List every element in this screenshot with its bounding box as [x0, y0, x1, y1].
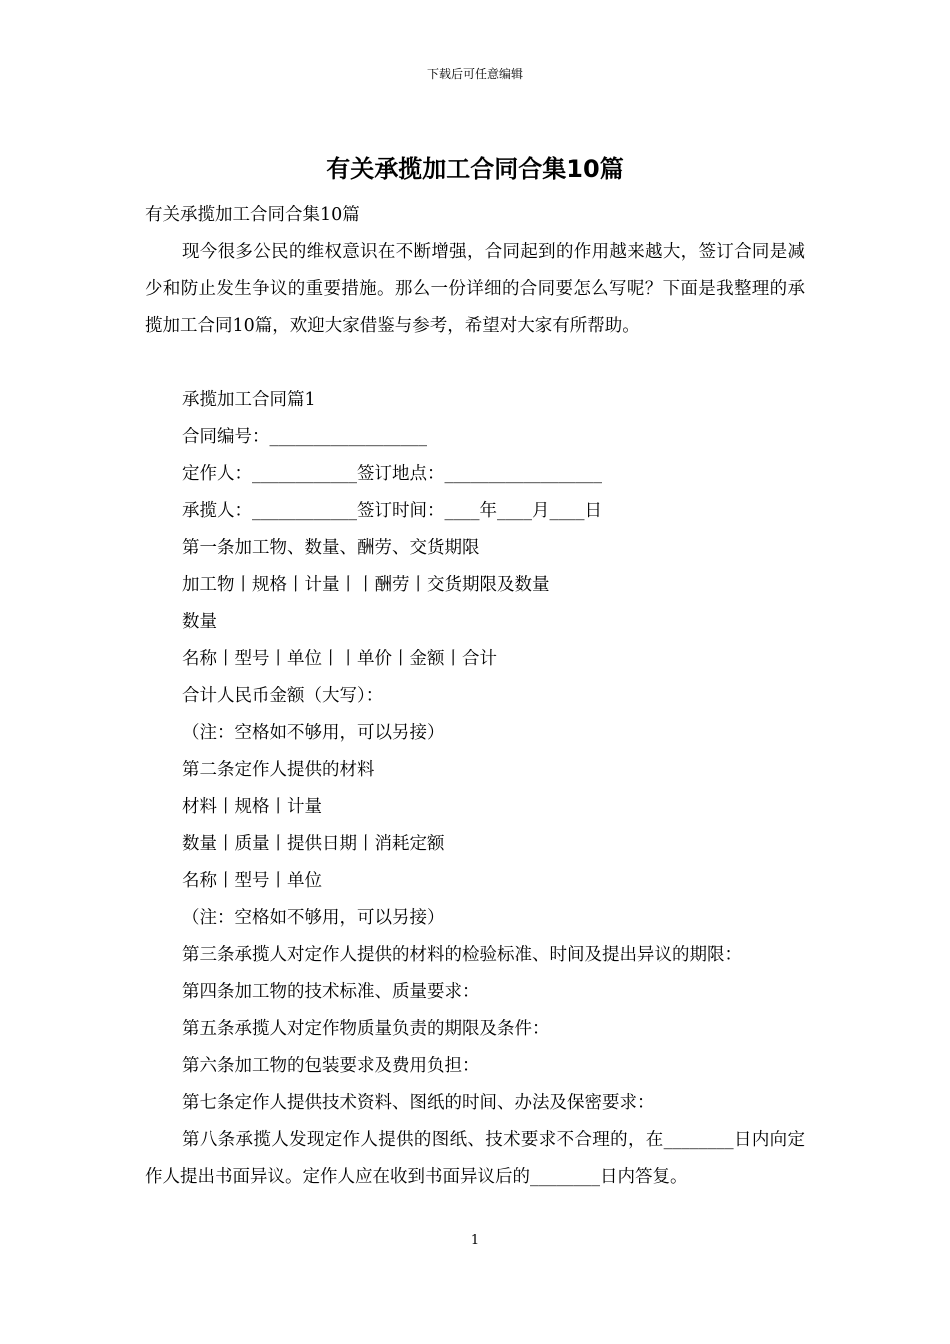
intro-paragraph: 现今很多公民的维权意识在不断增强，合同起到的作用越来越大，签订合同是减少和防止发生争议的重要措施。那么一份详细的合同要怎么写呢？下面是我整理的承揽加工合同10篇，欢迎大家借鉴与参考，希望对大家有所帮助。 — [145, 242, 805, 336]
table2-header: 材料丨规格丨计量 — [182, 797, 322, 817]
article-3: 第三条承揽人对定作人提供的材料的检验标准、时间及提出异议的期限： — [182, 945, 742, 965]
party-b-line: 承揽人：____________签订时间：____年____月____日 — [182, 501, 602, 521]
contract-number-line: 合同编号：__________________ — [182, 427, 427, 447]
page-header: 下载后可任意编辑 — [426, 67, 523, 81]
document-subtitle: 有关承揽加工合同合集10篇 — [145, 205, 360, 225]
document-body — [145, 197, 805, 1196]
article-8: 第八条承揽人发现定作人提供的图纸、技术要求不合理的，在________日内向定作人提出书面异议。定作人应在收到书面异议后的________日内答复。 — [145, 1130, 805, 1187]
article-1: 第一条加工物、数量、酬劳、交货期限 — [182, 538, 480, 558]
article-4: 第四条加工物的技术标准、质量要求： — [182, 982, 480, 1002]
table2-mid: 数量丨质量丨提供日期丨消耗定额 — [182, 834, 445, 854]
table2-columns: 名称丨型号丨单位 — [182, 871, 322, 891]
blank-line — [145, 345, 805, 382]
table1-columns: 名称丨型号丨单位丨丨单价丨金额丨合计 — [182, 649, 497, 669]
note-1: （注：空格如不够用，可以另接） — [182, 723, 445, 743]
page-number: 1 — [470, 1233, 480, 1248]
contract-heading: 承揽加工合同篇1 — [182, 390, 316, 410]
table1-sub: 数量 — [182, 612, 217, 632]
total-amount-line: 合计人民币金额（大写）： — [182, 686, 384, 706]
article-2: 第二条定作人提供的材料 — [182, 760, 375, 780]
note-2: （注：空格如不够用，可以另接） — [182, 908, 445, 928]
document-title: 有关承揽加工合同合集10篇 — [326, 155, 624, 183]
article-7: 第七条定作人提供技术资料、图纸的时间、办法及保密要求： — [182, 1093, 655, 1113]
party-a-line: 定作人：____________签订地点：__________________ — [182, 464, 602, 484]
table1-header: 加工物丨规格丨计量丨丨酬劳丨交货期限及数量 — [182, 575, 550, 595]
article-6: 第六条加工物的包装要求及费用负担： — [182, 1056, 480, 1076]
article-5: 第五条承揽人对定作物质量负责的期限及条件： — [182, 1019, 550, 1039]
